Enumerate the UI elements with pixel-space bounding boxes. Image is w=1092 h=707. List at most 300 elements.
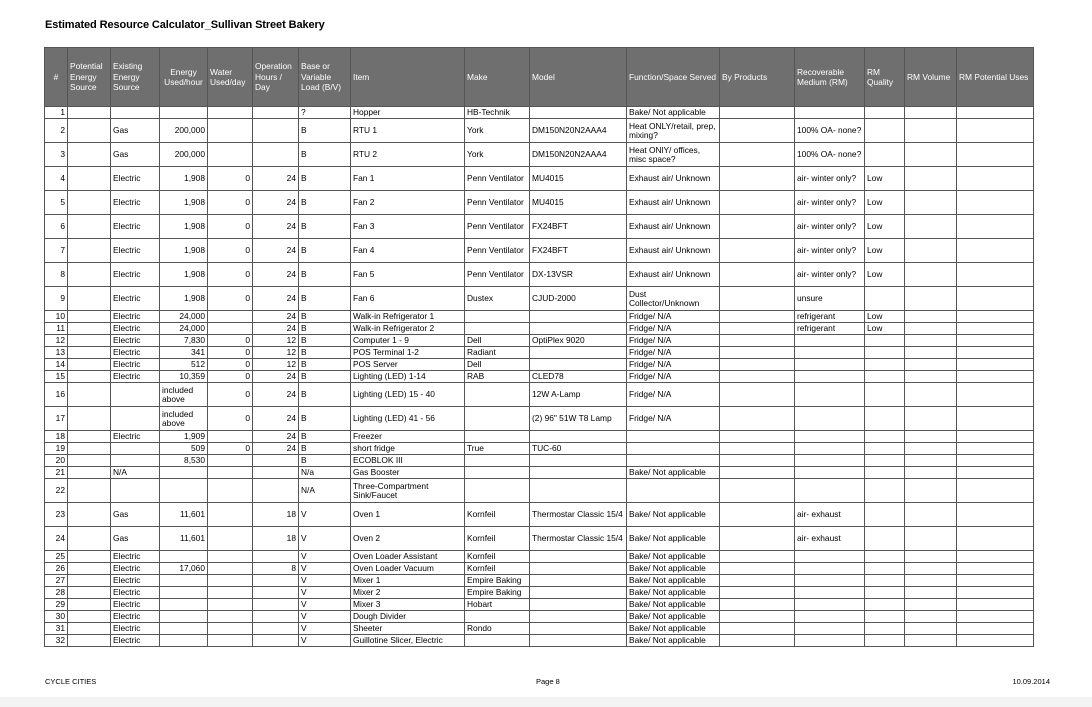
cell-load: N/A <box>299 479 351 503</box>
cell-energy <box>160 467 208 479</box>
cell-rm-quality <box>865 119 905 143</box>
cell-model: DM150N20N2AAA4 <box>530 119 627 143</box>
cell-load: V <box>299 623 351 635</box>
cell-rm-volume <box>905 239 957 263</box>
cell-rm: air- winter only? <box>795 167 865 191</box>
cell-byproducts <box>720 191 795 215</box>
cell-make: York <box>465 119 530 143</box>
cell-rm: 100% OA- none? <box>795 119 865 143</box>
cell-function: Bake/ Not applicable <box>627 611 720 623</box>
cell-energy: 1,908 <box>160 287 208 311</box>
cell-hours: 24 <box>253 311 299 323</box>
cell-rm-uses <box>957 263 1034 287</box>
table-row <box>45 335 1034 347</box>
col-header-energy: Energy Used/hour <box>160 48 208 107</box>
cell-num: 13 <box>45 347 68 359</box>
cell-make: Dustex <box>465 287 530 311</box>
cell-num: 23 <box>45 503 68 527</box>
cell-num: 32 <box>45 635 68 647</box>
cell-rm-volume <box>905 407 957 431</box>
cell-rm-quality <box>865 455 905 467</box>
col-header-make: Make <box>465 48 530 107</box>
cell-rm <box>795 467 865 479</box>
cell-load: B <box>299 323 351 335</box>
cell-existing-source: Electric <box>111 287 160 311</box>
cell-existing-source: Gas <box>111 143 160 167</box>
cell-water <box>208 611 253 623</box>
cell-make <box>465 479 530 503</box>
cell-item: Fan 5 <box>351 263 465 287</box>
cell-rm-quality <box>865 563 905 575</box>
cell-num: 4 <box>45 167 68 191</box>
cell-make: Empire Baking <box>465 587 530 599</box>
col-header-existing-source: Existing Energy Source <box>111 48 160 107</box>
cell-potential-source <box>68 407 111 431</box>
cell-energy: 509 <box>160 443 208 455</box>
cell-hours: 18 <box>253 503 299 527</box>
cell-make <box>465 467 530 479</box>
cell-hours: 12 <box>253 335 299 347</box>
cell-rm-volume <box>905 443 957 455</box>
cell-model: (2) 96" 51W T8 Lamp <box>530 407 627 431</box>
cell-make: Kornfeil <box>465 563 530 575</box>
col-header-rm-quality: RM Quality <box>865 48 905 107</box>
cell-num: 24 <box>45 527 68 551</box>
cell-hours <box>253 455 299 467</box>
col-header-function: Function/Space Served <box>627 48 720 107</box>
cell-energy: 1,908 <box>160 263 208 287</box>
cell-hours <box>253 467 299 479</box>
col-header-load: Base or Variable Load (B/V) <box>299 48 351 107</box>
cell-rm-quality <box>865 107 905 119</box>
cell-energy: 1,908 <box>160 191 208 215</box>
cell-load: B <box>299 347 351 359</box>
cell-potential-source <box>68 599 111 611</box>
cell-hours: 24 <box>253 407 299 431</box>
table-row <box>45 143 1034 167</box>
cell-water: 0 <box>208 239 253 263</box>
cell-byproducts <box>720 347 795 359</box>
cell-function: Bake/ Not applicable <box>627 575 720 587</box>
col-header-item: Item <box>351 48 465 107</box>
cell-hours <box>253 107 299 119</box>
cell-hours: 24 <box>253 167 299 191</box>
cell-energy: 1,909 <box>160 431 208 443</box>
cell-rm-volume <box>905 119 957 143</box>
cell-model: 12W A-Lamp <box>530 383 627 407</box>
cell-byproducts <box>720 215 795 239</box>
cell-item: RTU 1 <box>351 119 465 143</box>
cell-hours <box>253 143 299 167</box>
cell-existing-source: Gas <box>111 527 160 551</box>
col-header-rm: Recoverable Medium (RM) <box>795 48 865 107</box>
cell-item: Mixer 2 <box>351 587 465 599</box>
cell-rm-uses <box>957 143 1034 167</box>
cell-rm <box>795 551 865 563</box>
cell-num: 8 <box>45 263 68 287</box>
cell-rm-uses <box>957 191 1034 215</box>
cell-rm-uses <box>957 551 1034 563</box>
cell-potential-source <box>68 143 111 167</box>
cell-water <box>208 479 253 503</box>
cell-rm-uses <box>957 635 1034 647</box>
cell-rm: air- winter only? <box>795 239 865 263</box>
cell-model <box>530 455 627 467</box>
cell-potential-source <box>68 191 111 215</box>
cell-rm: refrigerant <box>795 323 865 335</box>
cell-rm-volume <box>905 587 957 599</box>
cell-rm-uses <box>957 587 1034 599</box>
cell-model <box>530 563 627 575</box>
cell-water <box>208 311 253 323</box>
bottom-strip <box>0 697 1092 707</box>
cell-load: V <box>299 551 351 563</box>
cell-rm-quality <box>865 635 905 647</box>
cell-function: Exhaust air/ Unknown <box>627 167 720 191</box>
cell-rm-uses <box>957 383 1034 407</box>
cell-byproducts <box>720 479 795 503</box>
cell-rm-volume <box>905 599 957 611</box>
cell-energy <box>160 599 208 611</box>
cell-rm-quality <box>865 359 905 371</box>
cell-item: Mixer 3 <box>351 599 465 611</box>
cell-hours: 18 <box>253 527 299 551</box>
cell-rm-quality: Low <box>865 215 905 239</box>
cell-model <box>530 611 627 623</box>
cell-num: 10 <box>45 311 68 323</box>
cell-rm-quality <box>865 347 905 359</box>
cell-existing-source: Electric <box>111 263 160 287</box>
cell-rm-quality <box>865 371 905 383</box>
cell-function: Bake/ Not applicable <box>627 467 720 479</box>
cell-hours <box>253 623 299 635</box>
cell-make: Kornfeil <box>465 527 530 551</box>
table-row <box>45 551 1034 563</box>
cell-rm-volume <box>905 623 957 635</box>
cell-energy <box>160 623 208 635</box>
cell-model: DX-13VSR <box>530 263 627 287</box>
cell-make: Kornfeil <box>465 503 530 527</box>
cell-num: 14 <box>45 359 68 371</box>
cell-potential-source <box>68 167 111 191</box>
cell-energy: 24,000 <box>160 311 208 323</box>
cell-water <box>208 563 253 575</box>
cell-rm: 100% OA- none? <box>795 143 865 167</box>
cell-existing-source: Electric <box>111 311 160 323</box>
cell-hours <box>253 599 299 611</box>
cell-num: 30 <box>45 611 68 623</box>
cell-rm-volume <box>905 311 957 323</box>
cell-byproducts <box>720 623 795 635</box>
cell-function: Bake/ Not applicable <box>627 107 720 119</box>
cell-model <box>530 311 627 323</box>
table-row <box>45 479 1034 503</box>
cell-potential-source <box>68 443 111 455</box>
cell-rm <box>795 575 865 587</box>
cell-potential-source <box>68 359 111 371</box>
cell-byproducts <box>720 587 795 599</box>
cell-existing-source: Electric <box>111 431 160 443</box>
cell-rm-quality <box>865 467 905 479</box>
table-row <box>45 431 1034 443</box>
cell-potential-source <box>68 527 111 551</box>
cell-rm-volume <box>905 611 957 623</box>
table-row <box>45 599 1034 611</box>
cell-potential-source <box>68 467 111 479</box>
cell-byproducts <box>720 167 795 191</box>
cell-load: B <box>299 359 351 371</box>
cell-rm-uses <box>957 599 1034 611</box>
cell-make: Rondo <box>465 623 530 635</box>
cell-make: Empire Baking <box>465 575 530 587</box>
cell-potential-source <box>68 263 111 287</box>
cell-hours: 24 <box>253 431 299 443</box>
cell-function: Fridge/ N/A <box>627 371 720 383</box>
cell-hours: 24 <box>253 443 299 455</box>
cell-existing-source: Electric <box>111 359 160 371</box>
cell-energy: 200,000 <box>160 143 208 167</box>
cell-rm-quality <box>865 587 905 599</box>
cell-load: B <box>299 119 351 143</box>
cell-rm-uses <box>957 623 1034 635</box>
cell-num: 2 <box>45 119 68 143</box>
cell-load: B <box>299 191 351 215</box>
cell-rm-quality <box>865 383 905 407</box>
cell-energy: included above <box>160 407 208 431</box>
cell-water <box>208 527 253 551</box>
cell-potential-source <box>68 239 111 263</box>
cell-model <box>530 467 627 479</box>
cell-rm <box>795 383 865 407</box>
table-row <box>45 503 1034 527</box>
cell-make <box>465 611 530 623</box>
cell-function <box>627 443 720 455</box>
cell-water: 0 <box>208 215 253 239</box>
cell-hours: 24 <box>253 215 299 239</box>
cell-byproducts <box>720 455 795 467</box>
cell-potential-source <box>68 215 111 239</box>
cell-hours <box>253 611 299 623</box>
cell-rm-quality <box>865 335 905 347</box>
cell-existing-source: N/A <box>111 467 160 479</box>
cell-energy: 341 <box>160 347 208 359</box>
table-row <box>45 383 1034 407</box>
cell-function: Fridge/ N/A <box>627 359 720 371</box>
cell-load: V <box>299 527 351 551</box>
cell-rm-volume <box>905 383 957 407</box>
cell-rm-volume <box>905 347 957 359</box>
cell-rm-volume <box>905 563 957 575</box>
cell-rm-volume <box>905 191 957 215</box>
cell-energy: 512 <box>160 359 208 371</box>
cell-hours <box>253 551 299 563</box>
cell-make: Penn Ventilator <box>465 263 530 287</box>
table-row <box>45 263 1034 287</box>
cell-byproducts <box>720 119 795 143</box>
cell-rm-uses <box>957 347 1034 359</box>
cell-byproducts <box>720 575 795 587</box>
cell-existing-source <box>111 479 160 503</box>
table-row <box>45 467 1034 479</box>
cell-rm: air- exhaust <box>795 503 865 527</box>
cell-load: V <box>299 563 351 575</box>
cell-potential-source <box>68 611 111 623</box>
cell-num: 29 <box>45 599 68 611</box>
cell-item: Oven 2 <box>351 527 465 551</box>
cell-rm <box>795 599 865 611</box>
footer-org: CYCLE CITIES <box>45 677 97 686</box>
cell-item: Fan 6 <box>351 287 465 311</box>
cell-rm-uses <box>957 287 1034 311</box>
cell-item: Fan 1 <box>351 167 465 191</box>
cell-rm <box>795 431 865 443</box>
cell-rm-volume <box>905 323 957 335</box>
cell-make <box>465 455 530 467</box>
cell-function: Exhaust air/ Unknown <box>627 191 720 215</box>
cell-rm-uses <box>957 239 1034 263</box>
col-header-hours: Operation Hours / Day <box>253 48 299 107</box>
cell-item: Fan 2 <box>351 191 465 215</box>
table-row <box>45 407 1034 431</box>
document-title: Estimated Resource Calculator_Sullivan Street Bakery <box>45 19 325 31</box>
cell-rm <box>795 611 865 623</box>
cell-energy: 1,908 <box>160 167 208 191</box>
cell-water: 0 <box>208 263 253 287</box>
cell-num: 22 <box>45 479 68 503</box>
cell-make: Penn Ventilator <box>465 239 530 263</box>
table-row <box>45 239 1034 263</box>
cell-num: 3 <box>45 143 68 167</box>
cell-rm-uses <box>957 407 1034 431</box>
cell-rm-volume <box>905 107 957 119</box>
cell-rm <box>795 455 865 467</box>
cell-item: Fan 3 <box>351 215 465 239</box>
cell-item: POS Server <box>351 359 465 371</box>
table-row <box>45 443 1034 455</box>
cell-num: 31 <box>45 623 68 635</box>
cell-item: RTU 2 <box>351 143 465 167</box>
cell-make <box>465 311 530 323</box>
cell-rm-quality <box>865 431 905 443</box>
cell-model <box>530 587 627 599</box>
cell-existing-source <box>111 443 160 455</box>
cell-potential-source <box>68 587 111 599</box>
cell-load: B <box>299 143 351 167</box>
cell-num: 17 <box>45 407 68 431</box>
cell-make: Kornfeil <box>465 551 530 563</box>
cell-potential-source <box>68 563 111 575</box>
cell-energy <box>160 587 208 599</box>
cell-rm <box>795 635 865 647</box>
cell-existing-source: Electric <box>111 371 160 383</box>
cell-existing-source: Electric <box>111 167 160 191</box>
cell-function: Bake/ Not applicable <box>627 551 720 563</box>
cell-byproducts <box>720 287 795 311</box>
cell-item: Oven Loader Assistant <box>351 551 465 563</box>
cell-energy: 10,359 <box>160 371 208 383</box>
footer-page-number: Page 8 <box>536 677 560 686</box>
cell-rm-volume <box>905 143 957 167</box>
cell-load: V <box>299 611 351 623</box>
cell-make: Penn Ventilator <box>465 215 530 239</box>
cell-model <box>530 623 627 635</box>
cell-function: Exhaust air/ Unknown <box>627 263 720 287</box>
cell-water: 0 <box>208 287 253 311</box>
cell-rm-uses <box>957 335 1034 347</box>
cell-load: V <box>299 599 351 611</box>
cell-hours: 24 <box>253 191 299 215</box>
cell-existing-source: Electric <box>111 215 160 239</box>
table-row <box>45 287 1034 311</box>
table-row <box>45 371 1034 383</box>
cell-item: Fan 4 <box>351 239 465 263</box>
cell-model: Thermostar Classic 15/4 <box>530 527 627 551</box>
cell-rm-volume <box>905 479 957 503</box>
cell-energy: 200,000 <box>160 119 208 143</box>
cell-num: 19 <box>45 443 68 455</box>
cell-existing-source <box>111 455 160 467</box>
cell-rm-uses <box>957 431 1034 443</box>
cell-water <box>208 623 253 635</box>
cell-byproducts <box>720 263 795 287</box>
cell-rm <box>795 359 865 371</box>
cell-item: short fridge <box>351 443 465 455</box>
cell-load: V <box>299 503 351 527</box>
table-row <box>45 587 1034 599</box>
cell-rm <box>795 623 865 635</box>
cell-make: York <box>465 143 530 167</box>
cell-make: Radiant <box>465 347 530 359</box>
cell-function: Bake/ Not applicable <box>627 503 720 527</box>
cell-item: Lighting (LED) 41 - 56 <box>351 407 465 431</box>
cell-energy: 24,000 <box>160 323 208 335</box>
cell-existing-source: Electric <box>111 347 160 359</box>
cell-item: Lighting (LED) 1-14 <box>351 371 465 383</box>
cell-function: Fridge/ N/A <box>627 335 720 347</box>
cell-model <box>530 575 627 587</box>
cell-energy: 8,530 <box>160 455 208 467</box>
cell-byproducts <box>720 143 795 167</box>
cell-hours: 24 <box>253 383 299 407</box>
cell-energy: 11,601 <box>160 503 208 527</box>
cell-num: 28 <box>45 587 68 599</box>
cell-num: 9 <box>45 287 68 311</box>
cell-water <box>208 467 253 479</box>
cell-rm-volume <box>905 527 957 551</box>
cell-function: Bake/ Not applicable <box>627 635 720 647</box>
cell-byproducts <box>720 323 795 335</box>
cell-water <box>208 107 253 119</box>
cell-hours <box>253 479 299 503</box>
cell-load: B <box>299 287 351 311</box>
col-header-potential-source: Potential Energy Source <box>68 48 111 107</box>
cell-model <box>530 479 627 503</box>
cell-rm-uses <box>957 359 1034 371</box>
cell-rm-quality: Low <box>865 263 905 287</box>
cell-make: Dell <box>465 335 530 347</box>
table-row <box>45 563 1034 575</box>
cell-water <box>208 551 253 563</box>
cell-rm-quality: Low <box>865 167 905 191</box>
cell-rm-uses <box>957 107 1034 119</box>
table-row <box>45 167 1034 191</box>
cell-function: Heat ONLY/retail, prep, mixing? <box>627 119 720 143</box>
table-row <box>45 575 1034 587</box>
cell-model: CLED78 <box>530 371 627 383</box>
cell-function: Bake/ Not applicable <box>627 527 720 551</box>
cell-model <box>530 635 627 647</box>
cell-function <box>627 479 720 503</box>
